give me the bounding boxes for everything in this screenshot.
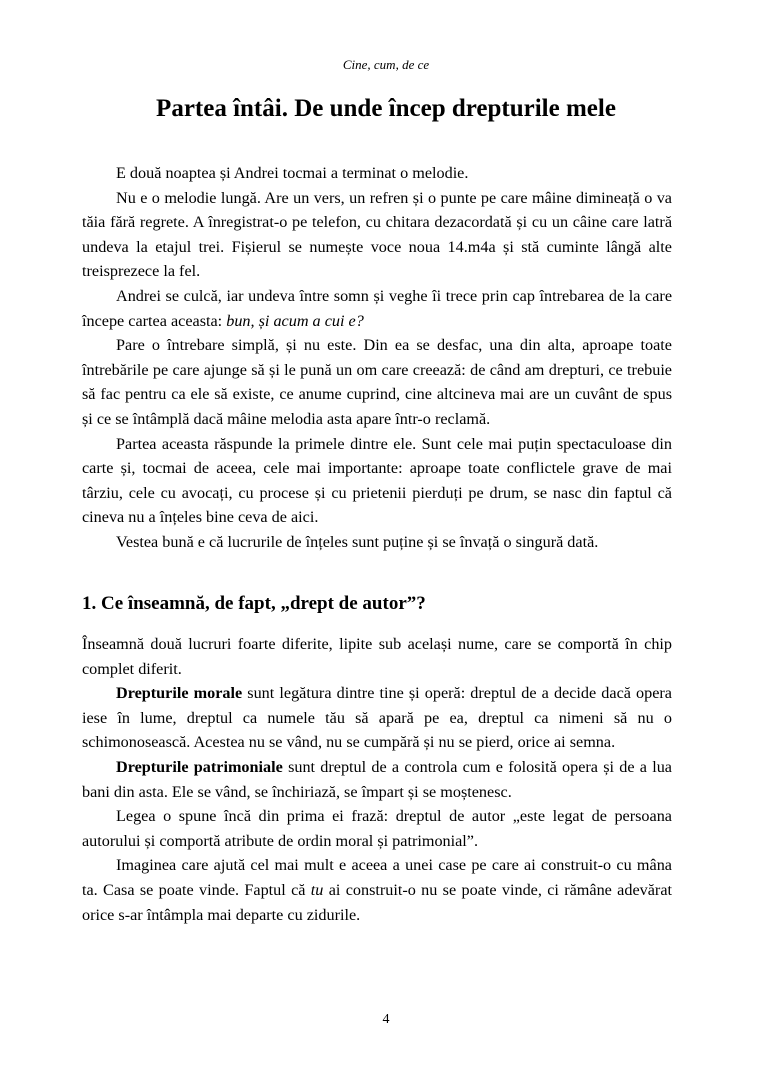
chapter-intro-text — [82, 161, 672, 555]
paragraph — [82, 755, 672, 804]
paragraph — [82, 284, 672, 333]
paragraph — [82, 186, 672, 284]
paragraph-text: Legea o spune încă din prima ei frază: dreptul de autor „este legat de persoana autorului și comportă atribute de ordin moral și patrimonial”. — [82, 807, 672, 850]
section-body-text — [82, 632, 672, 927]
paragraph-text: E două noaptea și Andrei tocmai a terminat o melodie. — [116, 164, 469, 182]
paragraph-text: Andrei se culcă, iar undeva între somn și veghe îi trece prin cap întrebarea de la care începe cartea aceasta: — [82, 286, 672, 330]
section-heading: 1. Ce înseamnă, de fapt, „drept de autor”? — [82, 593, 426, 614]
paragraph — [82, 681, 672, 755]
paragraph — [82, 333, 672, 431]
paragraph-text: Vestea bună e că lucrurile de înțeles sunt puține și se învață o singură dată. — [116, 532, 599, 551]
paragraph-text: Pare o întrebare simplă, și nu este. Din ea se desfac, una din alta, aproape toate întrebările pe care ajunge să și le pună un om care creează: de când am drepturi, ce trebuie să fac pentru ca ele să existe, ce anume cuprind, cine altcineva mai are un cuvânt de spus și ce se întâmplă dacă mâine melodia asta apare într-o reclamă. — [82, 336, 672, 428]
running-header: Cine, cum, de ce — [342, 57, 430, 72]
chapter-title: Partea întâi. De unde încep drepturile mele — [156, 95, 616, 122]
paragraph — [82, 161, 672, 186]
paragraph-text: Partea aceasta răspunde la primele dintre ele. Sunt cele mai puțin spectaculoase din carte și, tocmai de aceea, cele mai importante: aproape toate conflictele grave de mai târziu, cele cu avocați, cu procese și cu prietenii pierduți pe drum, se nasc din faptul că cineva nu a înțeles bine ceva de aici. — [82, 434, 672, 527]
paragraph — [82, 530, 672, 555]
italic-word: tu — [310, 880, 324, 899]
paragraph-text: Nu e o melodie lungă. Are un vers, un refren și o punte pe care mâine dimineață o va tăia fără regrete. A înregistrat-o pe telefon, cu chitara dezacordată și cu un câine care latră undeva la etajul trei. Fișierul se numește voce noua 14.m4a și stă cuminte lângă alte treisprezece la fel. — [82, 188, 672, 281]
page-number: 4 — [382, 1012, 390, 1027]
paragraph — [82, 432, 672, 530]
paragraph-text: sunt dreptul de a controla cum e folosită opera și de a lua bani din asta. Ele se vând, se închiriază, se împart și se moștenesc. — [82, 757, 672, 801]
paragraph-text: ai construit-o nu se poate vinde, ci rămâne adevărat orice s-ar întâmpla mai departe cu zidurile. — [82, 880, 672, 924]
paragraph — [82, 632, 672, 681]
paragraph-text: Înseamnă două lucruri foarte diferite, lipite sub același nume, care se comportă în chip complet diferit. — [82, 635, 672, 678]
paragraph — [82, 804, 672, 853]
italic-phrase: bun, și acum a cui e? — [226, 311, 364, 330]
bold-term: Drepturile morale — [116, 684, 243, 703]
paragraph-text: Imaginea care ajută cel mai mult e aceea a unei case pe care ai construit-o cu mâna ta. Casa se poate vinde. Faptul că — [82, 856, 672, 899]
paragraph — [82, 853, 672, 927]
paragraph-text: sunt legătura dintre tine și operă: dreptul de a decide dacă opera iese în lume, dreptul ca numele tău să apară pe ea, dreptul ca nimeni să nu o schimonosească. Acestea nu se vând, nu se cumpără și nu se pierd, orice ai semna. — [82, 684, 672, 752]
bold-term: Drepturile patrimoniale — [116, 757, 283, 776]
